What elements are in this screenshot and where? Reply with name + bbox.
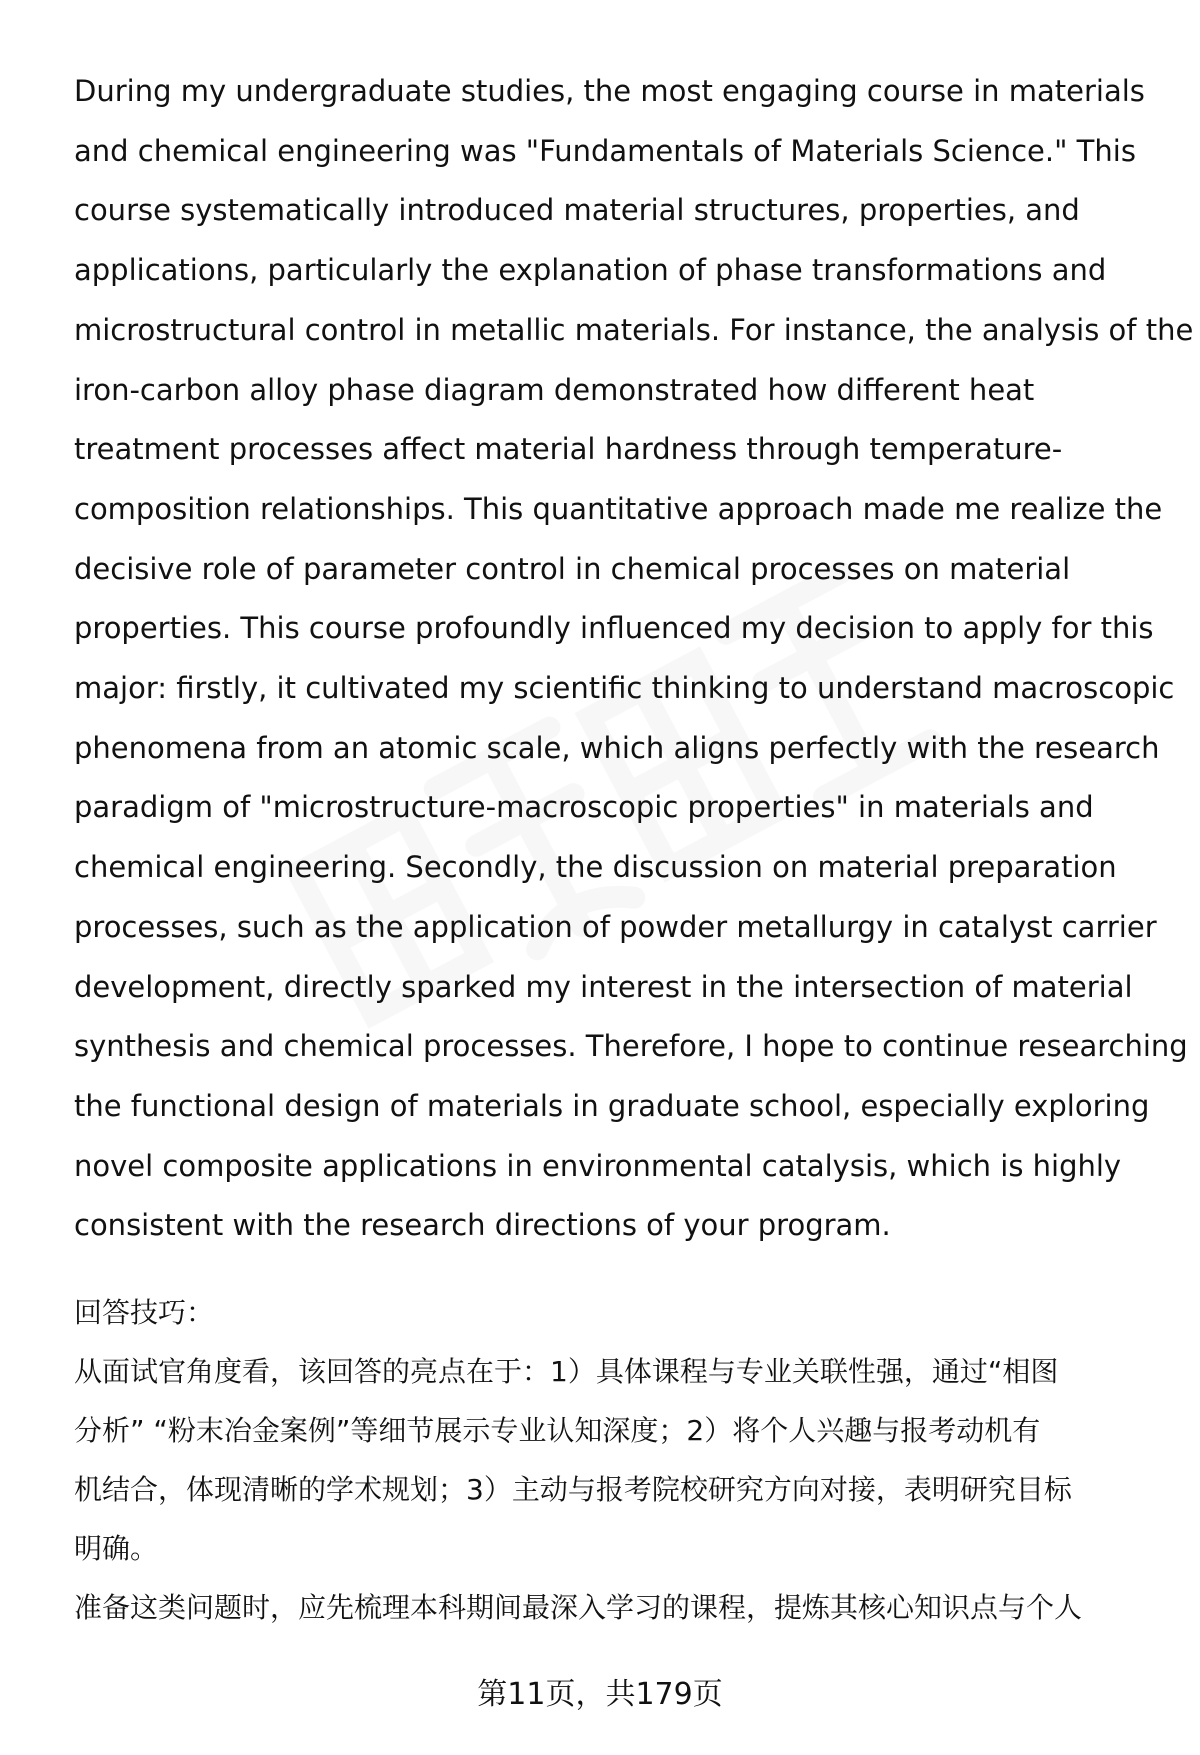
tips-line: 从面试官角度看，该回答的亮点在于：1）具体课程与专业关联性强，通过“相图 <box>74 1355 1059 1388</box>
essay-line: composition relationships. This quantitative approach made me realize the <box>74 491 1163 526</box>
essay-line: course systematically introduced material structures, properties, and <box>74 193 1080 228</box>
essay-line: treatment processes affect material hardness through temperature- <box>74 432 1063 467</box>
essay-line: and chemical engineering was "Fundamentals of Materials Science." This <box>74 133 1136 168</box>
essay-line: major: firstly, it cultivated my scientific thinking to understand macroscopic <box>74 671 1175 706</box>
essay-line: paradigm of "microstructure-macroscopic properties" in materials and <box>74 790 1094 825</box>
tips-line: 机结合，体现清晰的学术规划；3）主动与报考院校研究方向对接，表明研究目标 <box>74 1473 1072 1506</box>
essay-line: applications, particularly the explanation of phase transformations and <box>74 253 1107 288</box>
essay-line: development, directly sparked my interest in the intersection of material <box>74 969 1133 1004</box>
essay-line: consistent with the research directions of your program. <box>74 1208 891 1243</box>
answer-tips-section <box>74 1283 1134 1637</box>
essay-line: properties. This course profoundly influenced my decision to apply for this <box>74 611 1154 646</box>
essay-line: phenomena from an atomic scale, which aligns perfectly with the research <box>74 730 1160 765</box>
tips-line: 准备这类问题时，应先梳理本科期间最深入学习的课程，提炼其核心知识点与个人 <box>74 1591 1083 1624</box>
essay-line: microstructural control in metallic materials. For instance, the analysis of the <box>74 312 1194 347</box>
essay-line: chemical engineering. Secondly, the discussion on material preparation <box>74 850 1117 885</box>
essay-line: the functional design of materials in graduate school, especially exploring <box>74 1088 1150 1123</box>
page-number-footer: 第11页，共179页 <box>477 1677 723 1712</box>
essay-line: iron-carbon alloy phase diagram demonstrated how different heat <box>74 372 1035 407</box>
tips-heading: 回答技巧： <box>74 1296 215 1329</box>
tips-line: 明确。 <box>74 1532 159 1565</box>
essay-body <box>74 62 1194 1256</box>
essay-line: During my undergraduate studies, the most engaging course in materials <box>74 74 1145 108</box>
essay-line: novel composite applications in environmental catalysis, which is highly <box>74 1148 1122 1183</box>
essay-line: processes, such as the application of powder metallurgy in catalyst carrier <box>74 909 1157 944</box>
essay-line: decisive role of parameter control in chemical processes on material <box>74 551 1071 586</box>
essay-line: synthesis and chemical processes. Therefore, I hope to continue researching <box>74 1029 1188 1064</box>
tips-line: 分析” “粉末冶金案例”等细节展示专业认知深度；2）将个人兴趣与报考动机有 <box>74 1414 1041 1447</box>
